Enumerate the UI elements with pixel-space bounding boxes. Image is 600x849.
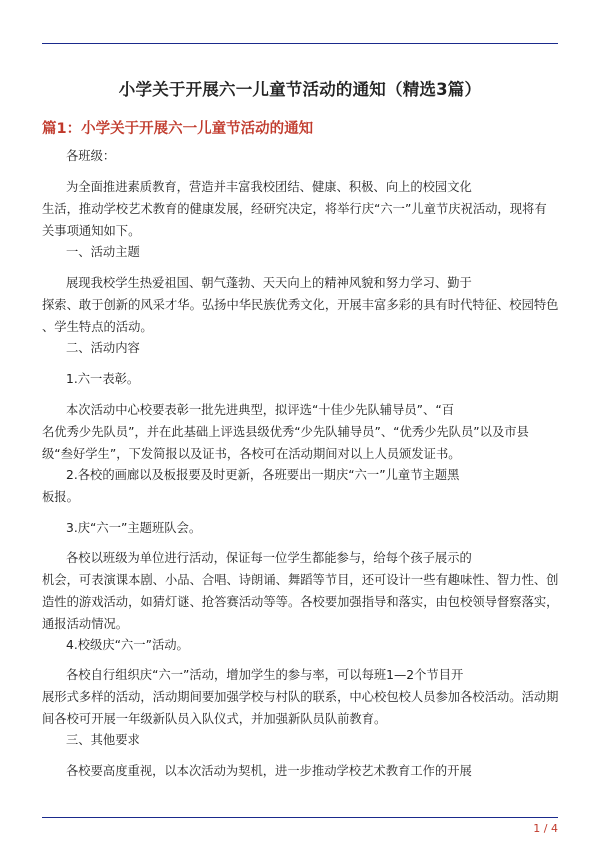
paragraph-line: 通报活动情况。 <box>42 617 129 631</box>
paragraph-line: 为全面推进素质教育，营造并丰富我校团结、健康、积极、向上的校园文化 <box>66 180 472 194</box>
paragraph-line: 展现我校学生热爱祖国、朝气蓬勃、天天向上的精神风貌和努力学习、勤于 <box>66 276 472 290</box>
paragraph-line: 级“叁好学生”，下发简报以及证书，各校可在活动期间对以上人员颁发证书。 <box>42 447 461 461</box>
paragraph <box>42 634 558 656</box>
paragraph-line: 、学生特点的活动。 <box>42 320 153 334</box>
paragraph-line: 板报。 <box>42 490 79 504</box>
paragraph <box>42 337 558 359</box>
paragraph-line: 机会，可表演课本剧、小品、合唱、诗朗诵、舞蹈等节目，还可设计一些有趣味性、智力性、创 <box>42 573 559 587</box>
paragraph <box>42 399 558 465</box>
paragraph <box>42 664 558 730</box>
paragraph-line: 各校自行组织庆“六一”活动，增加学生的参与率，可以每班1—2个节目开 <box>66 668 464 682</box>
paragraph-line: 生活，推动学校艺术教育的健康发展，经研究决定，将举行庆“六一”儿童节庆祝活动，现将有 <box>42 202 547 216</box>
paragraph <box>42 760 558 782</box>
paragraph <box>42 547 558 635</box>
paragraph-line: 造性的游戏活动，如猜灯谜、抢答赛活动等等。各校要加强指导和落实，由包校领导督察落实， <box>42 595 559 609</box>
page-number: 1 / 4 <box>533 822 558 835</box>
paragraph <box>42 241 558 263</box>
footer-rule <box>42 817 558 818</box>
paragraph-line: 4.校级庆“六一”活动。 <box>66 638 189 652</box>
paragraph-line: 本次活动中心校要表彰一批先进典型，拟评选“十佳少先队辅导员”、“百 <box>66 403 455 417</box>
paragraph-line: 各校以班级为单位进行活动，保证每一位学生都能参与，给每个孩子展示的 <box>66 551 472 565</box>
header-rule <box>42 43 558 44</box>
paragraph-line: 1.六一表彰。 <box>66 372 140 386</box>
paragraph <box>42 464 558 508</box>
paragraph-line: 三、其他要求 <box>66 733 140 747</box>
paragraph-line: 探索、敢于创新的风采才华。弘扬中华民族优秀文化，开展丰富多彩的具有时代特征、校园特色 <box>42 298 559 312</box>
paragraph <box>42 368 558 390</box>
paragraph-line: 展形式多样的活动，活动期间要加强学校与村队的联系，中心校包校人员参加各校活动。活动期 <box>42 690 559 704</box>
paragraph-line: 各校要高度重视，以本次活动为契机，进一步推动学校艺术教育工作的开展 <box>66 764 472 778</box>
paragraph <box>42 145 558 167</box>
paragraph <box>42 729 558 751</box>
document-title: 小学关于开展六一儿童节活动的通知（精选3篇） <box>118 80 482 99</box>
paragraph <box>42 272 558 338</box>
paragraph-line: 一、活动主题 <box>66 245 140 259</box>
section-title: 篇1：小学关于开展六一儿童节活动的通知 <box>42 121 314 137</box>
paragraph <box>42 517 558 539</box>
paragraph-line: 二、活动内容 <box>66 341 140 355</box>
paragraph-line: 各班级： <box>66 149 116 163</box>
paragraph-line: 间各校可开展一年级新队员入队仪式，并加强新队员队前教育。 <box>42 712 387 726</box>
paragraph-line: 2.各校的画廊以及板报要及时更新，各班要出一期庆“六一”儿童节主题黑 <box>66 468 460 482</box>
paragraph-line: 3.庆“六一”主题班队会。 <box>66 521 202 535</box>
paragraph <box>42 176 558 242</box>
paragraph-line: 关事项通知如下。 <box>42 224 141 238</box>
paragraph-line: 名优秀少先队员”，并在此基础上评选县级优秀“少先队辅导员”、“优秀少先队员”以及市县 <box>42 425 529 439</box>
